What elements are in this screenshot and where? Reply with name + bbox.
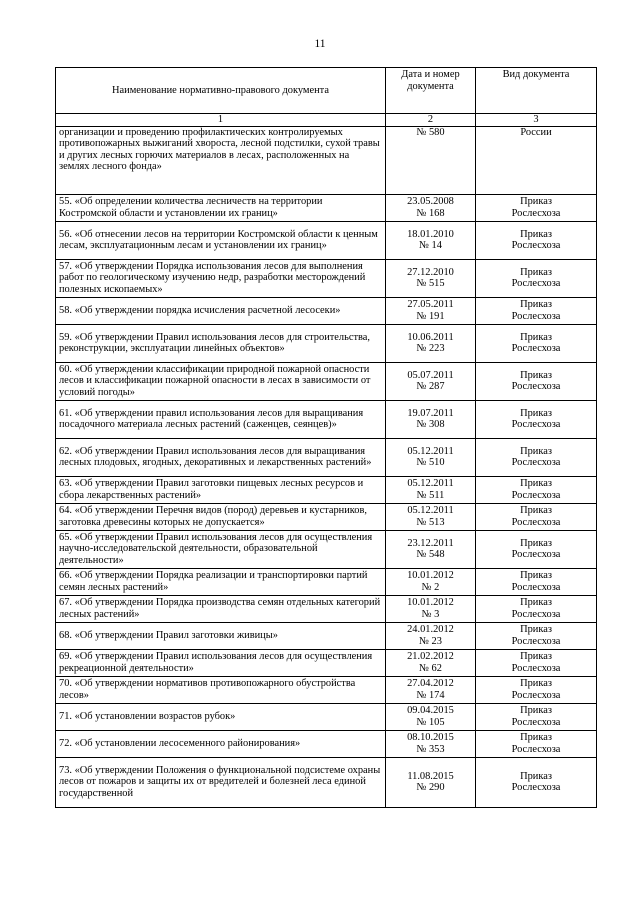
- table-row: [56, 676, 597, 703]
- date-number-cell: 08.10.2015 № 353: [386, 730, 476, 757]
- date-number-cell: 10.06.2011 № 223: [386, 324, 476, 362]
- date-number-cell: 19.07.2011 № 308: [386, 400, 476, 438]
- table-row: [56, 622, 597, 649]
- header-document-type: Вид документа: [476, 68, 597, 114]
- document-type-cell: Приказ Рослесхоза: [476, 400, 597, 438]
- document-name-cell: 66. «Об утверждении Порядка реализации и транспортировки партий семян лесных растений»: [56, 568, 386, 595]
- document-name-cell: 57. «Об утверждении Порядка использования лесов для выполнения работ по геологическому изучению недр, разработки месторождений полезных ископаемых»: [56, 259, 386, 297]
- document-type-cell: Приказ Рослесхоза: [476, 757, 597, 807]
- document-type-cell: Приказ Рослесхоза: [476, 568, 597, 595]
- document-type-cell: Приказ Рослесхоза: [476, 476, 597, 503]
- document-name-cell: 64. «Об утверждении Перечня видов (пород) деревьев и кустарников, заготовка древесины которых не допускается»: [56, 503, 386, 530]
- table-row: [56, 757, 597, 807]
- date-number-cell: 11.08.2015 № 290: [386, 757, 476, 807]
- document-name-cell: 65. «Об утверждении Правил использования лесов для осуществления научно-исследовательской деятельности, образовательной деятельности»: [56, 530, 386, 568]
- column-number: 3: [476, 114, 597, 127]
- table-row: [56, 221, 597, 259]
- document-type-cell: Приказ Рослесхоза: [476, 595, 597, 622]
- table-row: [56, 438, 597, 476]
- document-name-cell: 61. «Об утверждении правил использования лесов для выращивания посадочного материала лесных растений (саженцев, сеянцев)»: [56, 400, 386, 438]
- document-name-cell: 58. «Об утверждении порядка исчисления расчетной лесосеки»: [56, 297, 386, 324]
- table-row: [56, 568, 597, 595]
- column-numbers-row: [56, 114, 597, 127]
- table-row: [56, 400, 597, 438]
- document-name-cell: 72. «Об установлении лесосеменного районирования»: [56, 730, 386, 757]
- document-type-cell: Приказ Рослесхоза: [476, 730, 597, 757]
- date-number-cell: 27.04.2012 № 174: [386, 676, 476, 703]
- document-type-cell: Приказ Рослесхоза: [476, 221, 597, 259]
- document-type-cell: Приказ Рослесхоза: [476, 622, 597, 649]
- date-number-cell: 23.12.2011 № 548: [386, 530, 476, 568]
- date-number-cell: 05.12.2011 № 513: [386, 503, 476, 530]
- table-row: [56, 595, 597, 622]
- document-type-cell: Приказ Рослесхоза: [476, 259, 597, 297]
- document-type-cell: Приказ Рослесхоза: [476, 703, 597, 730]
- table-row: [56, 530, 597, 568]
- document-type-cell: Приказ Рослесхоза: [476, 676, 597, 703]
- document-type-cell: Приказ Рослесхоза: [476, 324, 597, 362]
- table-row: [56, 476, 597, 503]
- page-number: 11: [314, 38, 326, 50]
- document-name-cell: 55. «Об определении количества лесничеств на территории Костромской области и установлении их границ»: [56, 194, 386, 221]
- table-row: [56, 503, 597, 530]
- table-row: [56, 126, 597, 194]
- table-row: [56, 259, 597, 297]
- date-number-cell: 24.01.2012 № 23: [386, 622, 476, 649]
- date-number-cell: 10.01.2012 № 2: [386, 568, 476, 595]
- document-name-cell: 60. «Об утверждении классификации природной пожарной опасности лесов и классификации пожарной опасности в лесах в зависимости от условий погоды»: [56, 362, 386, 400]
- date-number-cell: 05.12.2011 № 510: [386, 438, 476, 476]
- document-name-cell: 73. «Об утверждении Положения о функциональной подсистеме охраны лесов от пожаров и защиты их от вредителей и болезней леса единой государственной: [56, 757, 386, 807]
- table-row: [56, 362, 597, 400]
- table-row: [56, 703, 597, 730]
- table-row: [56, 649, 597, 676]
- document-name-cell: организации и проведению профилактических контролируемых противопожарных выжиганий хвороста, лесной подстилки, сухой травы и других лесных горючих материалов в лесах, расположенных на землях лесного фонда»: [56, 126, 386, 194]
- date-number-cell: 05.07.2011 № 287: [386, 362, 476, 400]
- document-name-cell: 67. «Об утверждении Порядка производства семян отдельных категорий лесных растений»: [56, 595, 386, 622]
- document-name-cell: 62. «Об утверждении Правил использования лесов для выращивания лесных плодовых, ягодных, декоративных и лекарственных растений»: [56, 438, 386, 476]
- date-number-cell: 27.05.2011 № 191: [386, 297, 476, 324]
- header-document-name: Наименование нормативно-правового документа: [56, 68, 386, 114]
- document-type-cell: Приказ Рослесхоза: [476, 438, 597, 476]
- document-type-cell: России: [476, 126, 597, 194]
- document-type-cell: Приказ Рослесхоза: [476, 530, 597, 568]
- document-name-cell: 68. «Об утверждении Правил заготовки живицы»: [56, 622, 386, 649]
- date-number-cell: 21.02.2012 № 62: [386, 649, 476, 676]
- column-number: 2: [386, 114, 476, 127]
- date-number-cell: № 580: [386, 126, 476, 194]
- document-type-cell: Приказ Рослесхоза: [476, 503, 597, 530]
- table-header-row: [56, 68, 597, 114]
- date-number-cell: 09.04.2015 № 105: [386, 703, 476, 730]
- document-type-cell: Приказ Рослесхоза: [476, 297, 597, 324]
- date-number-cell: 18.01.2010 № 14: [386, 221, 476, 259]
- table-row: [56, 324, 597, 362]
- date-number-cell: 10.01.2012 № 3: [386, 595, 476, 622]
- document-name-cell: 63. «Об утверждении Правил заготовки пищевых лесных ресурсов и сбора лекарственных растений»: [56, 476, 386, 503]
- document-type-cell: Приказ Рослесхоза: [476, 362, 597, 400]
- date-number-cell: 05.12.2011 № 511: [386, 476, 476, 503]
- documents-table: [55, 67, 597, 808]
- document-name-cell: 70. «Об утверждении нормативов противопожарного обустройства лесов»: [56, 676, 386, 703]
- header-date-number: Дата и номер документа: [386, 68, 476, 114]
- table-row: [56, 730, 597, 757]
- document-name-cell: 71. «Об установлении возрастов рубок»: [56, 703, 386, 730]
- table-row: [56, 297, 597, 324]
- document-type-cell: Приказ Рослесхоза: [476, 649, 597, 676]
- document-name-cell: 59. «Об утверждении Правил использования лесов для строительства, реконструкции, эксплуатации линейных объектов»: [56, 324, 386, 362]
- table-row: [56, 194, 597, 221]
- document-name-cell: 56. «Об отнесении лесов на территории Костромской области к ценным лесам, эксплуатационным лесам и установлении их границ»: [56, 221, 386, 259]
- date-number-cell: 23.05.2008 № 168: [386, 194, 476, 221]
- document-type-cell: Приказ Рослесхоза: [476, 194, 597, 221]
- document-name-cell: 69. «Об утверждении Правил использования лесов для осуществления рекреационной деятельности»: [56, 649, 386, 676]
- column-number: 1: [56, 114, 386, 127]
- date-number-cell: 27.12.2010 № 515: [386, 259, 476, 297]
